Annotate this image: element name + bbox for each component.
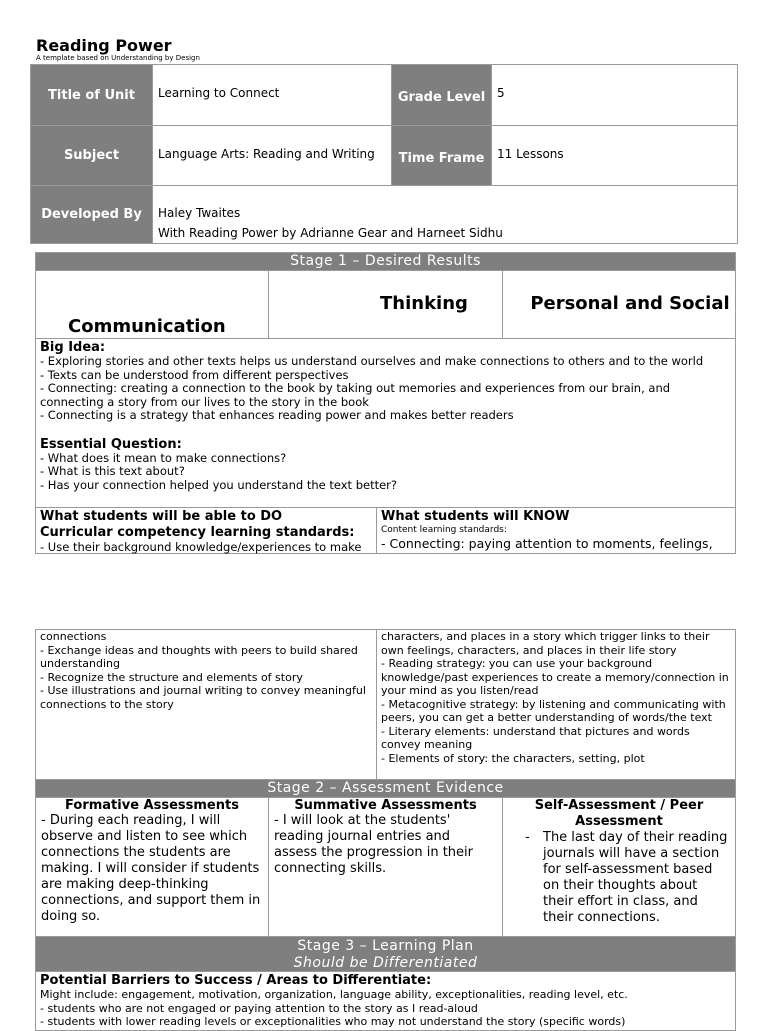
- document-title: Reading Power: [36, 36, 172, 55]
- self-peer-assessment: Self-Assessment / Peer Assessment - The last day of their reading journals will have a section for self-assessment based on their thoughts about their effort in class, and their connections.: [502, 797, 736, 937]
- essential-question-list: - What does it mean to make connections? - What is this text about? - Has your connection helped you understand the text better?: [40, 450, 398, 492]
- students-know-continued: characters, and places in a story which trigger links to their own feelings, characters, and places in their life story - Reading strategy: you can use your background knowledge/past experiences to create a memory/connection in your mind as you listen/read - Metacognitive strategy: by listening and communicating with peers, you can get a better understanding of words/the text - Literary elements: understand that pictures and words convey meaning - Elements of story: the characters, setting, plot: [376, 629, 736, 780]
- time-frame-label: Time Frame: [392, 126, 492, 186]
- subject-label: Subject: [31, 126, 153, 186]
- formative-assessments: Formative Assessments - During each reading, I will observe and listen to see which connections the students are making. I will consider if students are making deep-thinking connections, and support them in doing so.: [35, 797, 269, 937]
- grade-level-value: 5: [492, 65, 738, 126]
- personal-social-column: Personal and Social: [502, 270, 736, 339]
- communication-column: Communication: [35, 270, 269, 339]
- essential-question-label: Essential Question:: [40, 436, 182, 452]
- students-do-continued: connections - Exchange ideas and thoughts with peers to build shared understanding - Recognize the structure and elements of story - Use illustrations and journal writing to convey meaningful connections to the story: [35, 629, 377, 780]
- grade-level-label: Grade Level: [392, 65, 492, 126]
- summative-assessments: Summative Assessments - I will look at the students' reading journal entries and assess the progression in their connecting skills.: [268, 797, 503, 937]
- stage1-heading: Stage 1 – Desired Results: [35, 252, 736, 271]
- stage3-heading: Stage 3 – Learning Plan Should be Differentiated: [35, 936, 736, 972]
- unit-info-table: [30, 64, 738, 244]
- developed-by-label: Developed By: [31, 186, 153, 244]
- subject-value: Language Arts: Reading and Writing: [153, 126, 392, 186]
- thinking-column: Thinking: [268, 270, 503, 339]
- title-of-unit-value: Learning to Connect: [153, 65, 392, 126]
- developed-by-value: Haley Twaites With Reading Power by Adrianne Gear and Harneet Sidhu: [153, 186, 738, 244]
- students-do-column: What students will be able to DO Curricular competency learning standards: - Use their background knowledge/experiences to make: [35, 507, 377, 554]
- title-of-unit-label: Title of Unit: [31, 65, 153, 126]
- students-know-column: What students will KNOW Content learning standards: - Connecting: paying attention to moments, feelings,: [376, 507, 736, 554]
- big-idea-section: Big Idea: - Exploring stories and other texts helps us understand ourselves and make connections to others and to the world - Texts can be understood from different perspectives - Connecting: creating a connection to the book by taking out memories and experiences from our brain, and connecting a story from our lives to the story in the book - Connecting is a strategy that enhances reading power and makes better readers Essential Question: - What does it mean to make connections? - What is this text about? - Has your connection helped you understand the text better?: [35, 338, 736, 508]
- time-frame-value: 11 Lessons: [492, 126, 738, 186]
- big-idea-list: - Exploring stories and other texts helps us understand ourselves and make connections to others and to the world - Texts can be understood from different perspectives - Connecting: creating a connection to the book by taking out memories and experiences from our brain, and connecting a story from our lives to the story in the book - Connecting is a strategy that enhances reading power and makes better readers: [40, 354, 704, 422]
- stage2-heading: Stage 2 – Assessment Evidence: [35, 779, 736, 798]
- barriers-section: Potential Barriers to Success / Areas to Differentiate: Might include: engagement, motivation, organization, language ability, exceptionalities, reading level, etc. - students who are not engaged or paying attention to the story as I read-aloud - students with lower reading levels or exceptionalities who may not understand the story (specific words): [35, 971, 736, 1031]
- document-subtitle: A template based on Understanding by Design: [36, 54, 200, 62]
